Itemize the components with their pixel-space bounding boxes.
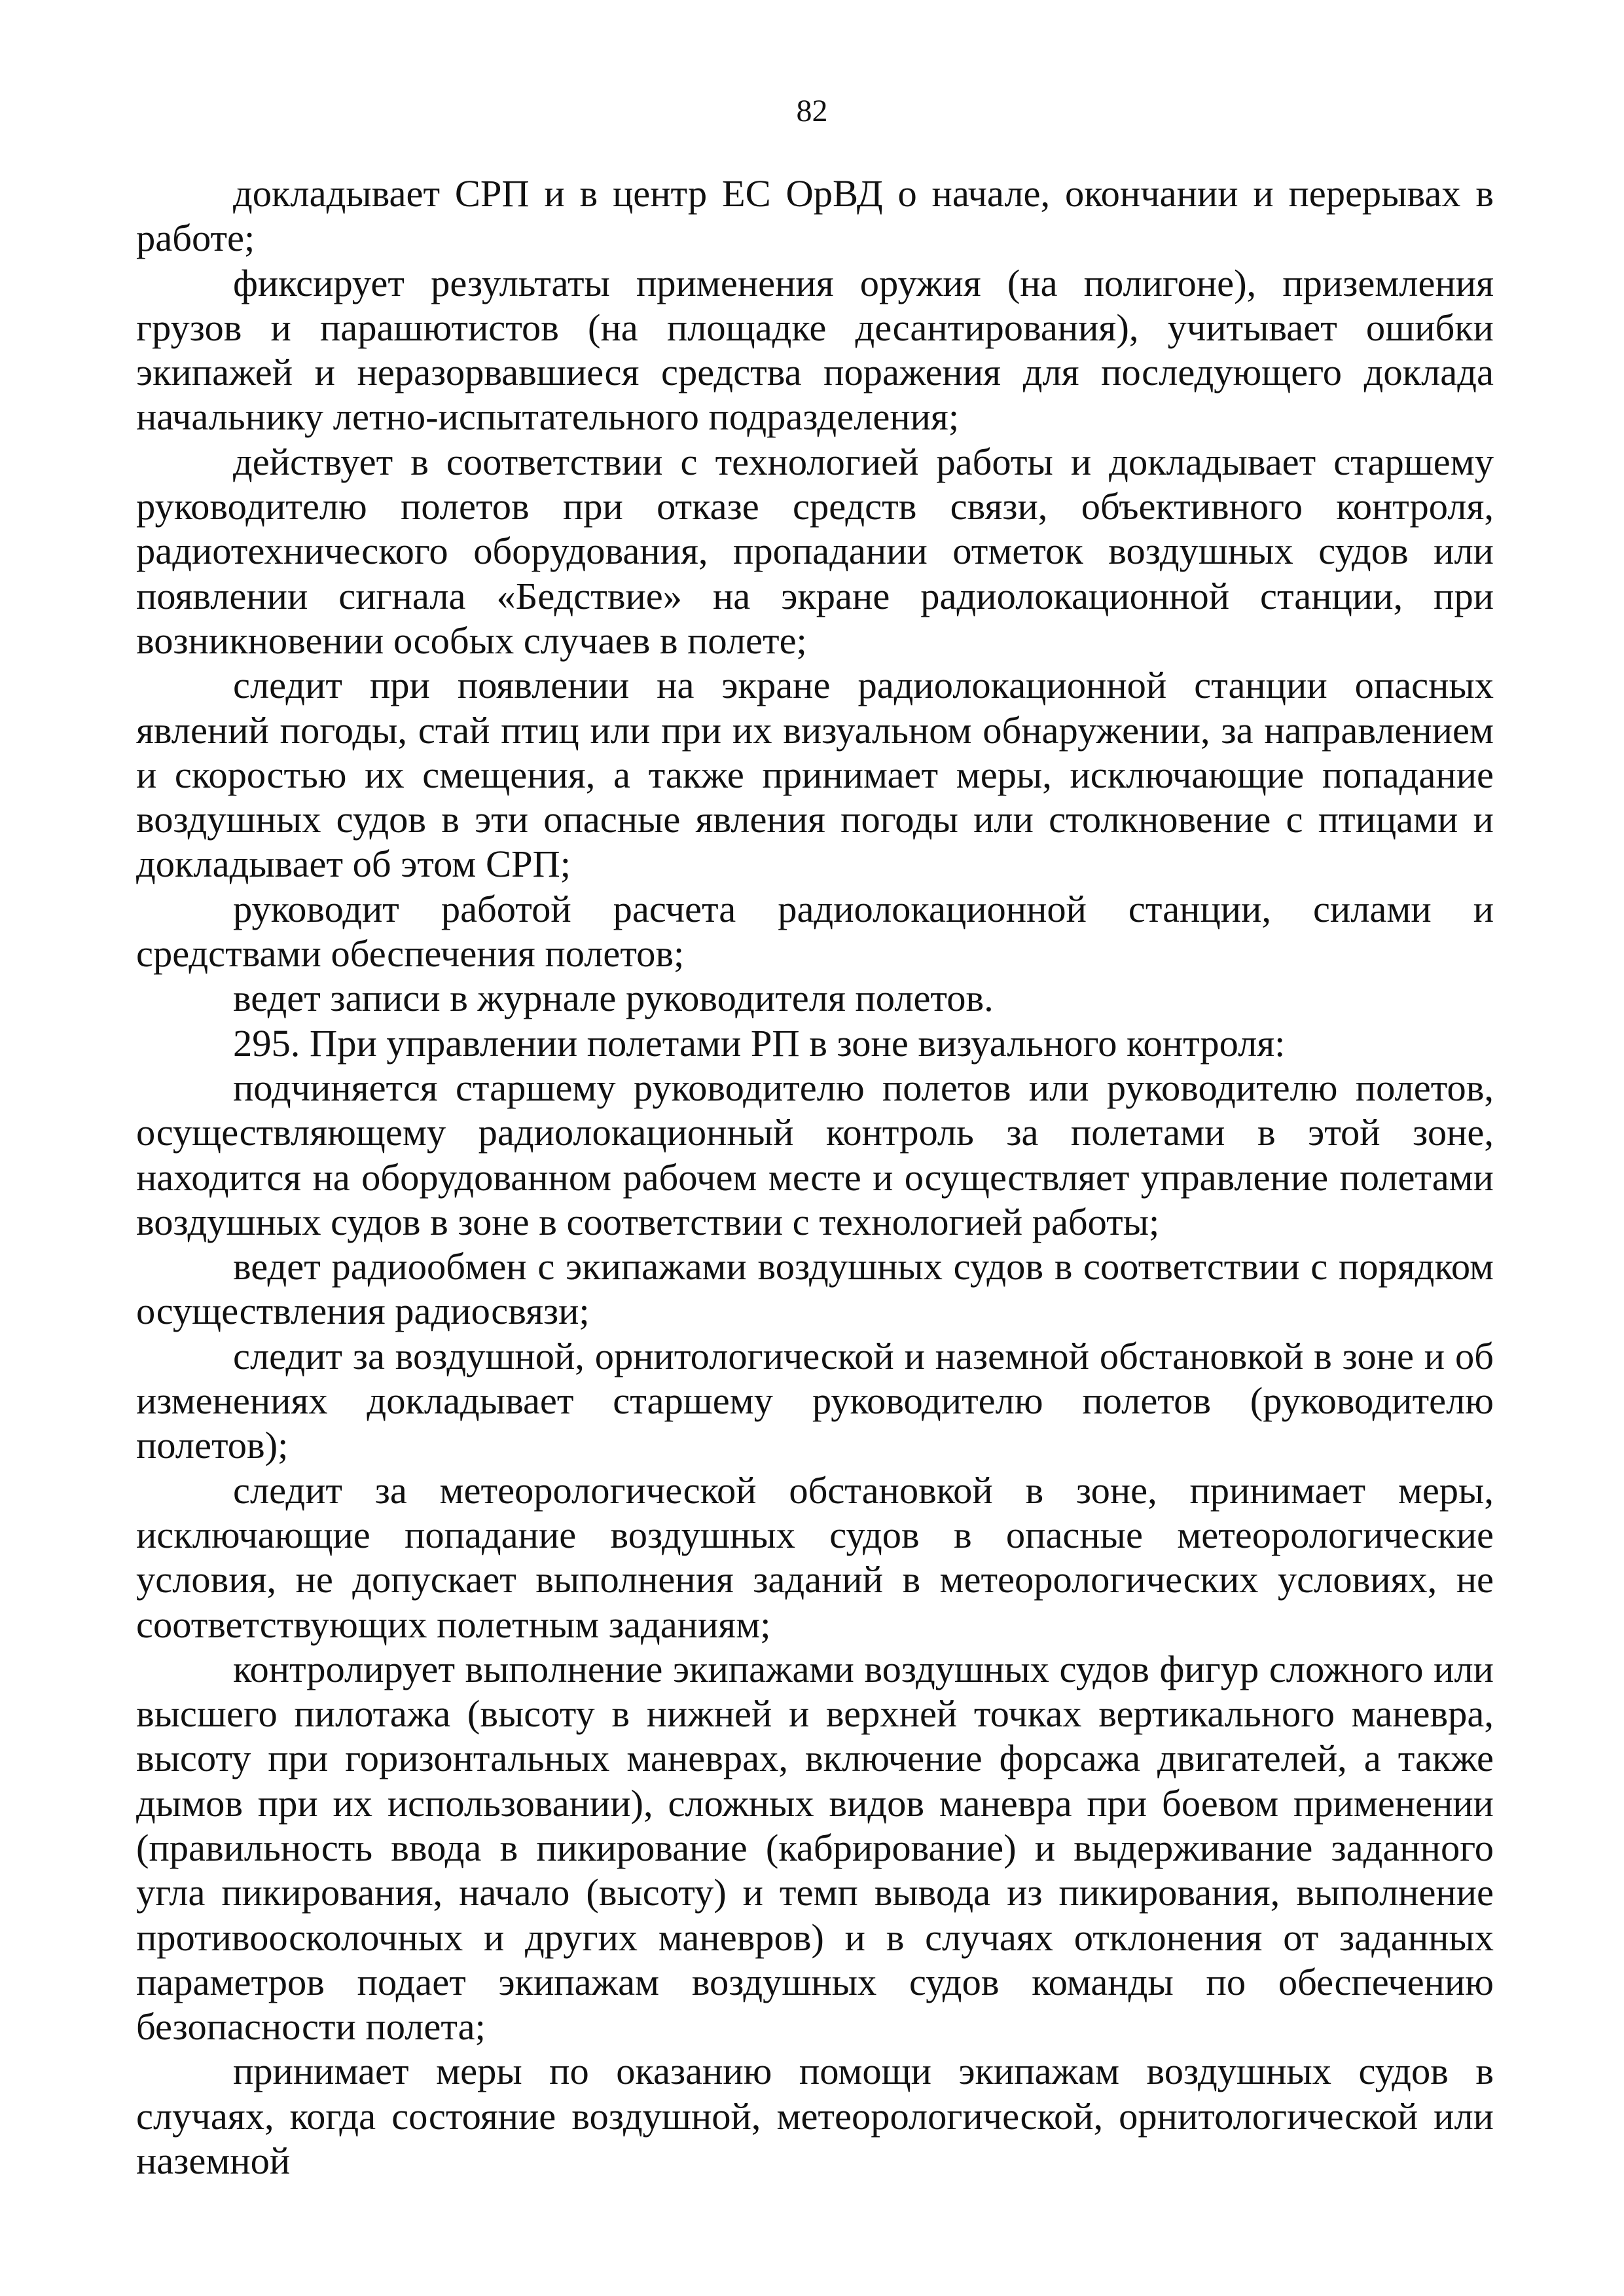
page-number: 82 [796,94,828,128]
paragraph-hazardous-weather: следит при появлении на экране радиолокационной станции опасных явлений погоды, стай птиц или при их визуальном обнаружении, за направлением и скоростью их смещения, а также принимает меры, исключающие попадание воздушных судов в эти опасные явления погоды или столкновение с птицами и докладывает об этом СРП; [136,664,1494,886]
document-body [136,172,1494,2183]
paragraph-subordination: подчиняется старшему руководителю полетов или руководителю полетов, осуществляющему радиолокационный контроль за полетами в этой зоне, находится на оборудованном рабочем месте и осуществляет управление полетами воздушных судов в зоне в соответствии с технологией работы; [136,1066,1494,1243]
paragraph-radar-crew: руководит работой расчета радиолокационной станции, силами и средствами обеспечения полетов; [136,887,1494,975]
paragraph-aerobatics-control: контролирует выполнение экипажами воздушных судов фигур сложного или высшего пилотажа (высоту в нижней и верхней точках вертикального маневра, высоту при горизонтальных маневрах, включение форсажа двигателей, а также дымов при их использовании), сложных видов маневра при боевом применении (правильность ввода в пикирование (кабрирование) и выдерживание заданного угла пикирования, начало (высоту) и темп вывода из пикирования, выполнение противоосколочных и других маневров) и в случаях отклонения от заданных параметров подает экипажам воздушных судов команды по обеспечению безопасности полета; [136,1647,1494,2049]
paragraph-journal-records: ведет записи в журнале руководителя полетов. [233,977,994,1020]
paragraph-record-results: фиксирует результаты применения оружия (на полигоне), приземления грузов и парашютистов (на площадке десантирования), учитывает ошибки экипажей и неразорвавшиеся средства поражения для последующего доклада начальнику летно-испытательного подразделения; [136,261,1494,439]
paragraph-assistance-measures: принимает меры по оказанию помощи экипажам воздушных судов в случаях, когда состояние воздушной, метеорологической, орнитологической или наземной [136,2050,1494,2183]
paragraph-report-start-end: докладывает СРП и в центр ЕС ОрВД о начале, окончании и перерывах в работе; [136,172,1494,260]
paragraph-radio-exchange: ведет радиообмен с экипажами воздушных судов в соответствии с порядком осуществления радиосвязи; [136,1245,1494,1333]
paragraph-section-295: 295. При управлении полетами РП в зоне визуального контроля: [233,1021,1286,1065]
paragraph-equipment-failure: действует в соответствии с технологией работы и докладывает старшему руководителю полетов при отказе средств связи, объективного контроля, радиотехнического оборудования, пропадании отметок воздушных судов или появлении сигнала «Бедствие» на экране радиолокационной станции, при возникновении особых случаев в полете; [136,440,1494,662]
paragraph-airspace-monitoring: следит за воздушной, орнитологической и наземной обстановкой в зоне и об изменениях докладывает старшему руководителю полетов (руководителю полетов); [136,1334,1494,1467]
paragraph-meteorological: следит за метеорологической обстановкой в зоне, принимает меры, исключающие попадание воздушных судов в опасные метеорологические условия, не допускает выполнения заданий в метеорологических условиях, не соответствующих полетным заданиям; [136,1468,1494,1646]
